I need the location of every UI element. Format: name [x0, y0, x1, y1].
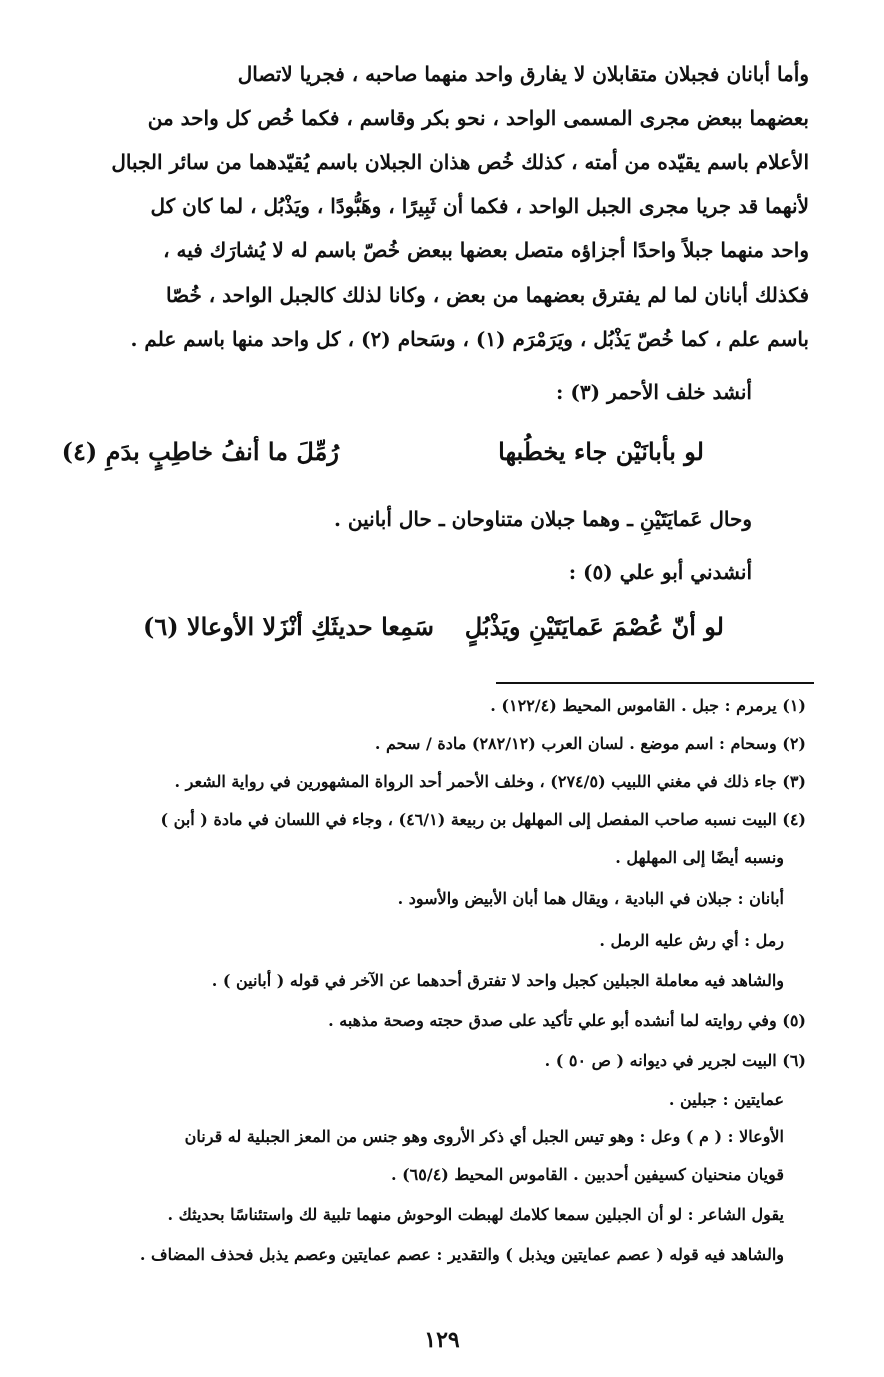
footnote-line: (٦) البيت لجرير في ديوانه ( ص ٥٠ ) .	[544, 1051, 806, 1070]
main-text-line: واحد منهما جبلاً واحدًا أجزاؤه متصل بعضها ببعض خُصّ باسم له لا يُشارَك فيه ،	[163, 238, 809, 262]
page-number: ١٢٩	[424, 1327, 460, 1353]
verse-second-hemistich: رُمِّلَ ما أنفُ خاطِبٍ بدَمِ (٤)	[61, 437, 339, 466]
verse-first-hemistich: لو بأبانَيْن جاء يخطُبها	[498, 437, 704, 466]
footnote-line: والشاهد فيه معاملة الجبلين كجبل واحد لا تفترق أحدهما عن الآخر في قوله ( أبانين ) .	[211, 971, 784, 990]
main-text-line: باسم علم ، كما خُصّ يَذْبُل ، ويَرَمْرَم (١) ، وسَحام (٢) ، كل واحد منها باسم علم .	[130, 327, 809, 351]
verse-intro: أنشد خلف الأحمر (٣) :	[556, 380, 752, 404]
footnote-line: (٣) جاء ذلك في مغني اللبيب (٢٧٤/٥) ، وخلف الأحمر أحد الرواة المشهورين في رواية الشعر .	[174, 772, 806, 791]
explanation-line: وحال عَمايَتَيْنِ ـ وهما جبلان متناوحان ـ حال أبانين .	[333, 507, 752, 531]
footnote-line: يقول الشاعر : لو أن الجبلين سمعا كلامك لهبطت الوحوش منهما تلبية لك واستئناسًا بحديثك .	[167, 1205, 784, 1224]
footnote-line: (٥) وفي روايته لما أنشده أبو علي تأكيد على صدق حجته وصحة مذهبه .	[328, 1011, 806, 1030]
verse-second-hemistich: سَمِعا حديثَكِ أنْزَلا الأوعالا (٦)	[142, 612, 434, 641]
footnote-line: أبانان : جبلان في البادية ، ويقال هما أبان الأبيض والأسود .	[397, 889, 784, 908]
verse-first-hemistich: لو أنّ عُصْمَ عَمايَتَيْنِ ويَذْبُلٍ	[464, 612, 724, 641]
footnote-line: قويان منحنيان كسيفين أحدبين . القاموس المحيط (٦٥/٤) .	[390, 1165, 784, 1184]
footnote-line: (١) يرمرم : جبل . القاموس المحيط (١٢٢/٤) .	[490, 696, 806, 715]
footnote-separator	[496, 682, 814, 684]
footnote-line: الأوعالا : ( م ) وعل : وهو تيس الجبل أي ذكر الأروى وهو جنس من المعز الجبلية له قرنان	[184, 1127, 784, 1146]
footnote-line: (٢) وسحام : اسم موضع . لسان العرب (٢٨٢/١٢) مادة / سحم .	[374, 734, 806, 753]
main-text-line: وأما أبانان فجبلان متقابلان لا يفارق واحد منهما صاحبه ، فجريا لاتصال	[237, 62, 809, 86]
main-text-line: بعضهما ببعض مجرى المسمى الواحد ، نحو بكر وقاسم ، فكما خُص كل واحد من	[147, 106, 809, 130]
footnote-line: (٤) البيت نسبه صاحب المفصل إلى المهلهل بن ربيعة (٤٦/١) ، وجاء في اللسان في مادة ( أبن )	[160, 810, 806, 829]
verse-intro: أنشدني أبو علي (٥) :	[568, 560, 752, 584]
footnote-line: ونسبه أيضًا إلى المهلهل .	[615, 848, 784, 867]
footnote-line: عمايتين : جبلين .	[668, 1090, 784, 1109]
footnote-line: والشاهد فيه قوله ( عصم عمايتين ويذبل ) والتقدير : عصم عمايتين وعصم يذبل فحذف المضاف .	[139, 1245, 784, 1264]
main-text-line: الأعلام باسم يقيّده من أمته ، كذلك خُص هذان الجبلان باسم يُقيّدهما من سائر الجبال	[111, 150, 809, 174]
main-text-line: لأنهما قد جريا مجرى الجبل الواحد ، فكما أن ثَبِيرًا ، وهَبُّودًا ، ويَذْبُل ، لما كان كل	[150, 194, 809, 218]
main-text-line: فكذلك أبانان لما لم يفترق بعضهما من بعض ، وكانا لذلك كالجبل الواحد ، خُصّا	[166, 283, 809, 307]
footnote-line: رمل : أي رش عليه الرمل .	[599, 931, 784, 950]
